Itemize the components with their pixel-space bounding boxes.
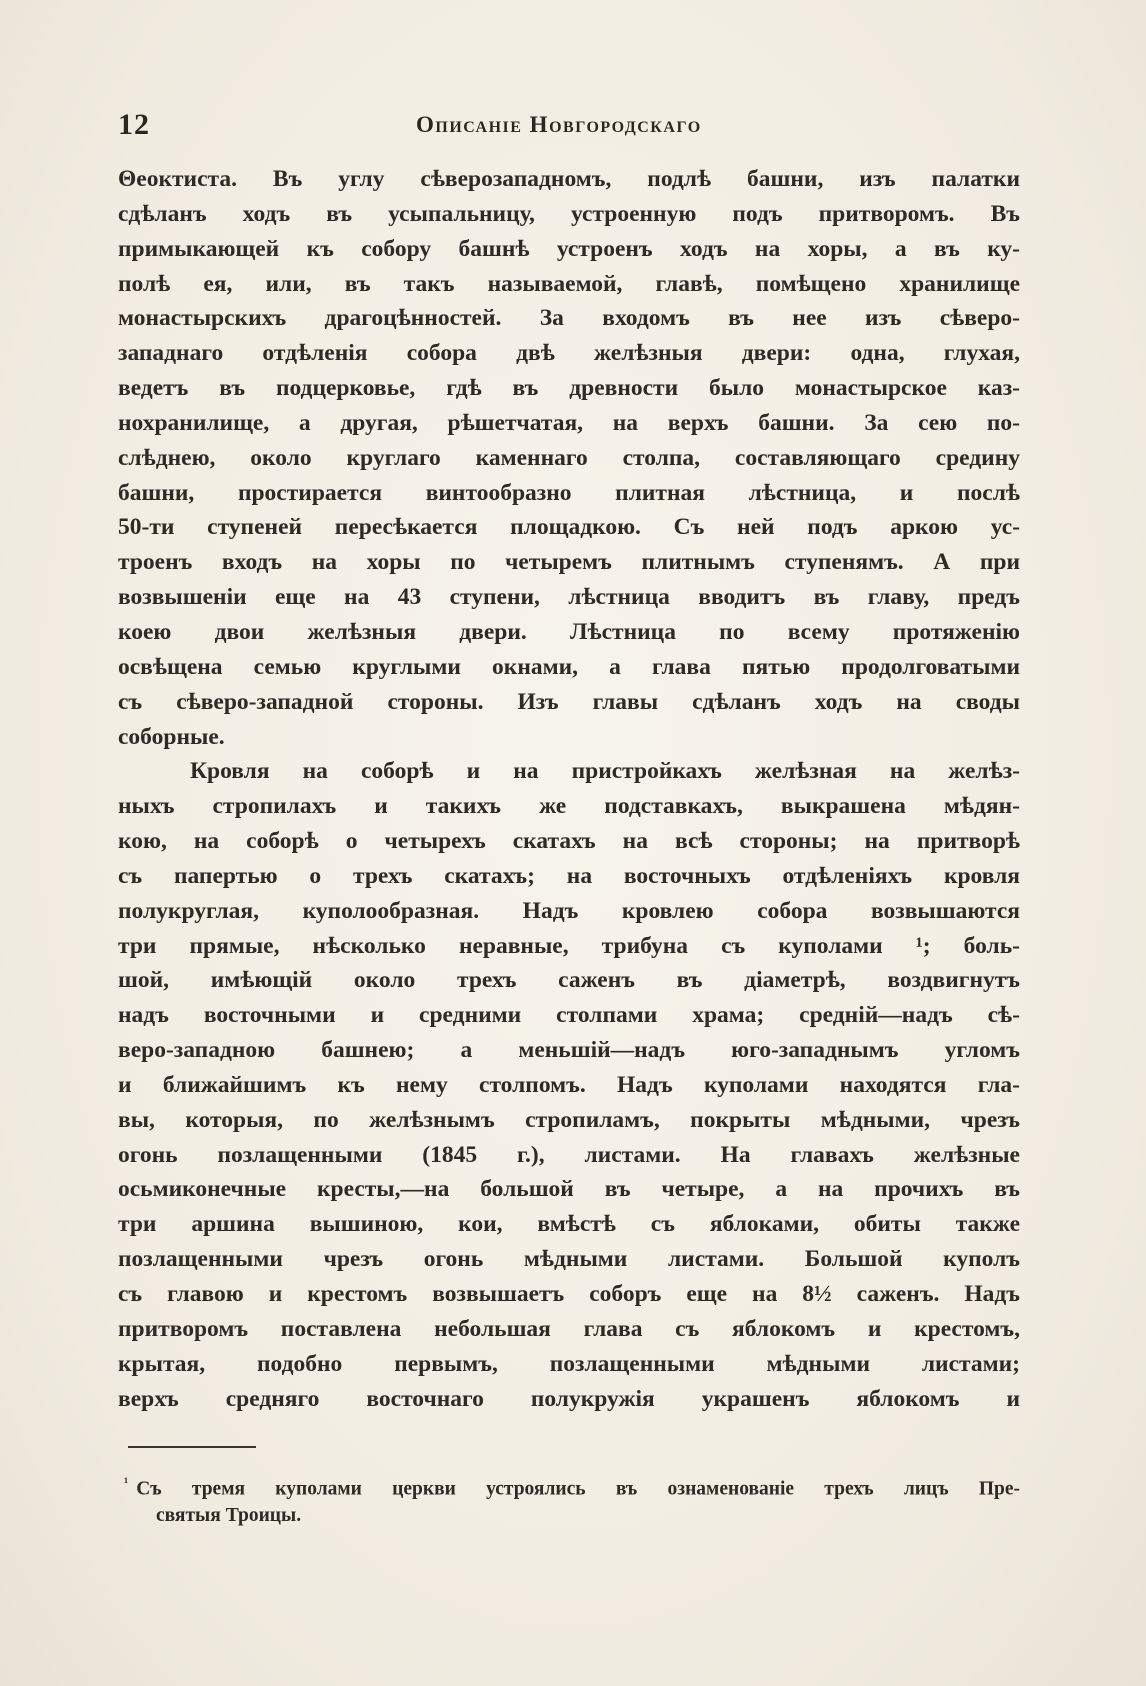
text-line: троенъ входъ на хоры по четыремъ плитнымъ ступенямъ. А при	[118, 549, 1020, 576]
footnote-divider	[128, 1446, 256, 1448]
footnote-line-end: святыя Троицы.	[156, 1505, 302, 1526]
text-line: съ папертью о трехъ скатахъ; на восточныхъ отдѣленiяхъ кровля	[118, 862, 1020, 889]
body-text	[118, 162, 1020, 1416]
text-line: башни, простирается винтообразно плитная лѣстница, и послѣ	[118, 479, 1020, 506]
text-line: кою, на соборѣ о четырехъ скатахъ на всѣ стороны; на притворѣ	[118, 828, 1020, 855]
text-line: съ главою и крестомъ возвышаетъ соборъ еще на 8½ саженъ. Надъ	[118, 1281, 1020, 1307]
text-line: полукруглая, куполообразная. Надъ кровлею собора возвышаются	[118, 897, 1020, 924]
text-line: вы, которыя, по желѣзнымъ стропиламъ, покрыты мѣдными, чрезъ	[118, 1106, 1020, 1133]
text-line: нохранилище, а другая, рѣшетчатая, на верхъ башни. За сею по-	[118, 409, 1020, 436]
text-line: три прямые, нѣсколько неравные, трибуна съ куполами ¹; боль-	[118, 932, 1020, 959]
text-line: сдѣланъ ходъ въ усыпальницу, устроенную подъ притворомъ. Въ	[118, 200, 1020, 227]
text-line: осьмиконечные кресты,—на большой въ четыре, а на прочихъ въ	[118, 1176, 1020, 1203]
text-line: коею двои желѣзныя двери. Лѣстница по всему протяженiю	[118, 618, 1020, 645]
footnote-marker: ¹	[124, 1476, 129, 1491]
text-line: крытая, подобно первымъ, позлащенными мѣдными листами;	[118, 1350, 1020, 1377]
footnote	[124, 1468, 1020, 1532]
page-number: 12	[118, 108, 150, 141]
footnote-text: Съ тремя куполами церкви устроялись въ ознаменованiе трехъ лицъ Пре-	[136, 1478, 1020, 1500]
text-line: слѣднею, около круглаго каменнаго столпа, составляющаго средину	[118, 444, 1020, 471]
text-line: позлащенными чрезъ огонь мѣдными листами. Большой куполъ	[118, 1246, 1020, 1273]
text-line: 50-ти ступеней пересѣкается площадкою. Съ ней подъ аркою ус-	[118, 514, 1020, 541]
text-line: ныхъ стропилахъ и такихъ же подставкахъ, выкрашена мѣдян-	[118, 793, 1020, 820]
text-line: огонь позлащенными (1845 г.), листами. На главахъ желѣзные	[118, 1141, 1020, 1168]
text-line: надъ восточными и средними столпами храма; среднiй—надъ сѣ-	[118, 1002, 1020, 1029]
text-line: верхъ средняго восточнаго полукружiя украшенъ яблокомъ и	[118, 1385, 1020, 1412]
paragraph-first-line: Кровля на соборѣ и на пристройкахъ желѣзная на желѣз-	[190, 758, 1020, 785]
text-line: примыкающей къ собору башнѣ устроенъ ходъ на хоры, а въ ку-	[118, 235, 1020, 262]
paragraph-end-line: соборные.	[118, 723, 225, 750]
text-line: ведетъ въ подцерковье, гдѣ въ древности было монастырское каз-	[118, 375, 1020, 402]
text-line: освѣщена семью круглыми окнами, а глава пятью продолговатыми	[118, 653, 1020, 680]
running-title: Описанiе Новгородскаго	[416, 112, 702, 137]
text-line: полѣ ея, или, въ такъ называемой, главѣ, помѣщено хранилище	[118, 270, 1020, 297]
running-head	[118, 108, 1018, 148]
footnote-line	[124, 1468, 1020, 1500]
text-line: три аршина вышиною, кои, вмѣстѣ съ яблоками, обиты также	[118, 1211, 1020, 1238]
text-line: съ сѣверо-западной стороны. Изъ главы сдѣланъ ходъ на своды	[118, 688, 1020, 715]
text-line: шой, имѣющiй около трехъ саженъ въ дiаметрѣ, воздвигнутъ	[118, 967, 1020, 994]
text-line: Θеоктиста. Въ углу сѣверозападномъ, подлѣ башни, изъ палатки	[118, 166, 1020, 192]
text-line: веро-западною башнею; а меньшiй—надъ юго-западнымъ угломъ	[118, 1037, 1020, 1064]
text-line: и ближайшимъ къ нему столпомъ. Надъ куполами находятся гла-	[118, 1071, 1020, 1098]
text-line: монастырскихъ драгоцѣнностей. За входомъ въ нее изъ сѣверо-	[118, 305, 1020, 332]
text-line: притворомъ поставлена небольшая глава съ яблокомъ и крестомъ,	[118, 1315, 1020, 1342]
text-line: возвышенiи еще на 43 ступени, лѣстница вводитъ въ главу, предъ	[118, 584, 1020, 611]
text-line: западнаго отдѣленiя собора двѣ желѣзныя двери: одна, глухая,	[118, 340, 1020, 367]
